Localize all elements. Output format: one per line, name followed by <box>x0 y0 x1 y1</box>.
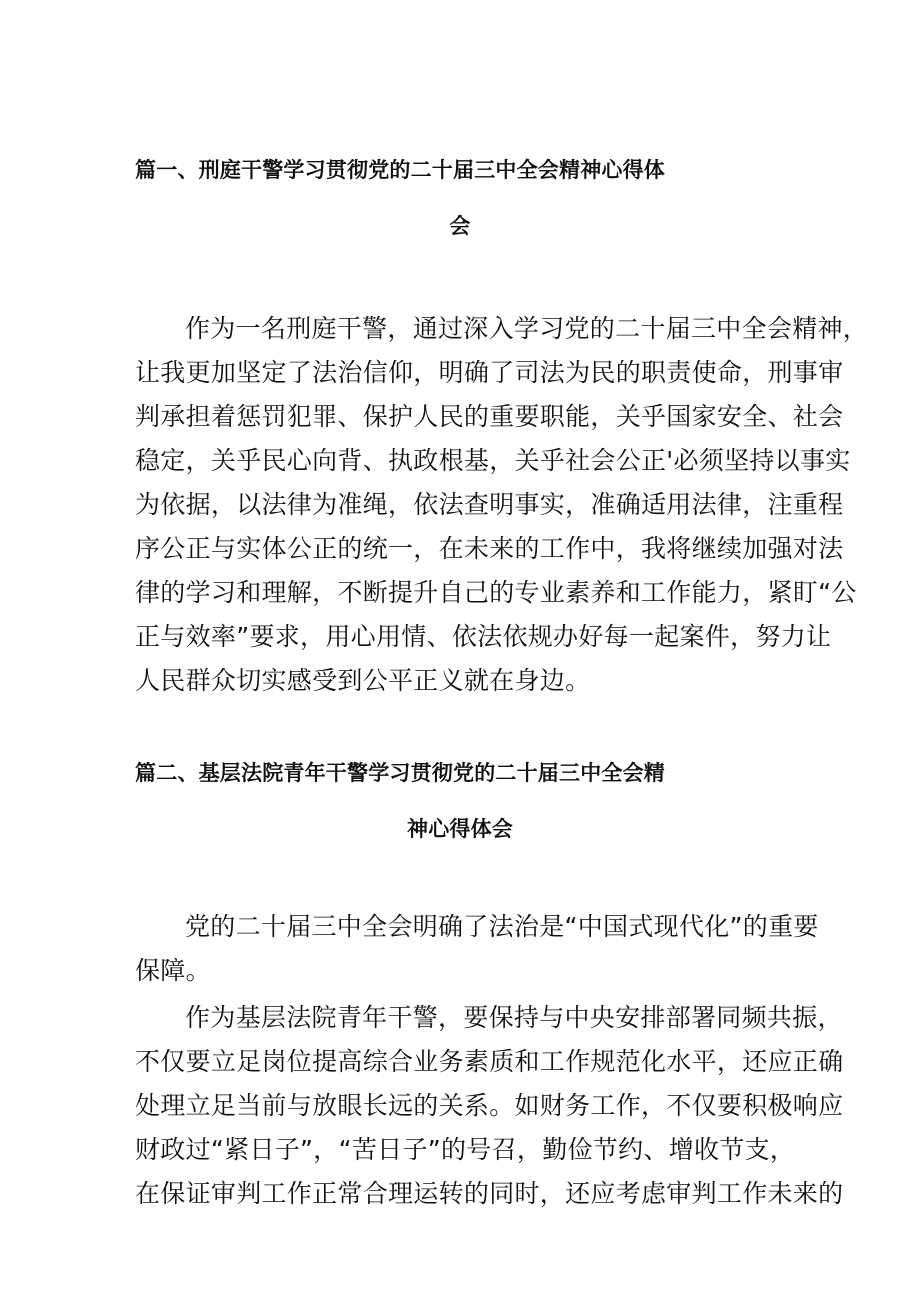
section2-paragraph1-line: 保障。 <box>135 956 211 985</box>
section2-paragraph1-line: 党的二十届三中全会明确了法治是“中国式现代化”的重要 <box>185 912 819 941</box>
section2-paragraph2-line: 作为基层法院青年干警，要保持与中央安排部署同频共振， <box>185 1003 843 1032</box>
section2-paragraph2-line: 在保证审判工作正常合理运转的同时，还应考虑审判工作未来的 <box>135 1179 844 1208</box>
section1-paragraph-line: 正与效率”要求，用心用情、依法依规办好每一起案件，努力让 <box>135 622 832 651</box>
section1-paragraph-line: 为依据，以法律为准绳，依法查明事实，准确适用法律，注重程 <box>135 490 844 519</box>
section2-title-line1: 篇二、基层法院青年干警学习贯彻党的二十届三中全会精 <box>135 761 665 785</box>
section1-title-line2: 会 <box>449 214 471 238</box>
section2-paragraph2-line: 财政过“紧日子”，“苦日子”的号召，勤俭节约、增收节支， <box>135 1135 796 1164</box>
section1-title-line1: 篇一、刑庭干警学习贯彻党的二十届三中全会精神心得体 <box>135 158 665 182</box>
section1-paragraph-line: 作为一名刑庭干警，通过深入学习党的二十届三中全会精神， <box>185 314 869 343</box>
section1-paragraph-line: 让我更加坚定了法治信仰，明确了司法为民的职责使命，刑事审 <box>135 358 844 387</box>
section1-paragraph-line: 律的学习和理解，不断提升自己的专业素养和工作能力，紧盯“公 <box>135 578 857 607</box>
section2-paragraph2-line: 不仅要立足岗位提高综合业务素质和工作规范化水平，还应正确 <box>135 1047 844 1076</box>
section1-paragraph-line: 判承担着惩罚犯罪、保护人民的重要职能，关乎国家安全、社会 <box>135 402 844 431</box>
section2-title-line2: 神心得体会 <box>407 817 513 841</box>
section1-paragraph-line: 序公正与实体公正的统一，在未来的工作中，我将继续加强对法 <box>135 534 844 563</box>
section1-paragraph-line: 稳定，关乎民心向背、执政根基，关乎社会公正'必须坚持以事实 <box>135 446 851 475</box>
section2-paragraph2-line: 处理立足当前与放眼长远的关系。如财务工作，不仅要积极响应 <box>135 1091 844 1120</box>
section1-paragraph-line: 人民群众切实感受到公平正义就在身边。 <box>135 666 591 695</box>
